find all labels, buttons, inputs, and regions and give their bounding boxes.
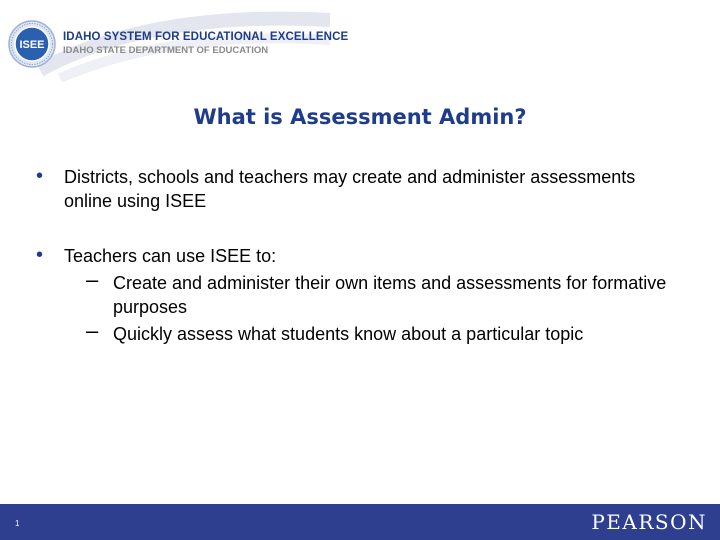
bullet-text: Teachers can use ISEE to: xyxy=(64,246,277,266)
header-department: IDAHO STATE DEPARTMENT OF EDUCATION xyxy=(63,45,269,56)
bullet-item xyxy=(36,165,676,213)
header-org-name: IDAHO SYSTEM FOR EDUCATIONAL EXCELLENCE xyxy=(63,31,349,43)
page-number: 1 xyxy=(15,519,20,528)
bullet-list xyxy=(36,165,676,346)
sub-bullet-text: Quickly assess what students know about a particular topic xyxy=(113,324,584,344)
bullet-text: Districts, schools and teachers may create and administer assessments online using ISEE xyxy=(64,167,636,211)
bullet-dot-icon: • xyxy=(36,165,44,187)
dash-icon: – xyxy=(86,267,99,292)
isee-seal-logo xyxy=(8,20,56,68)
sub-bullet-item xyxy=(86,267,676,319)
slide-header xyxy=(0,0,720,82)
sub-bullet-text: Create and administer their own items and assessments for formative purposes xyxy=(113,273,667,317)
header-wordmark xyxy=(63,31,348,57)
sub-bullet-item xyxy=(86,318,676,346)
sub-bullet-list xyxy=(64,267,676,346)
bullet-dot-icon: • xyxy=(36,244,44,266)
bullet-item xyxy=(36,244,676,346)
footer-bar xyxy=(0,504,720,540)
slide-title: What is Assessment Admin? xyxy=(193,105,527,129)
dash-icon: – xyxy=(86,318,99,343)
pearson-logo: PEARSON xyxy=(591,510,707,534)
seal-label: ISEE xyxy=(19,39,45,51)
